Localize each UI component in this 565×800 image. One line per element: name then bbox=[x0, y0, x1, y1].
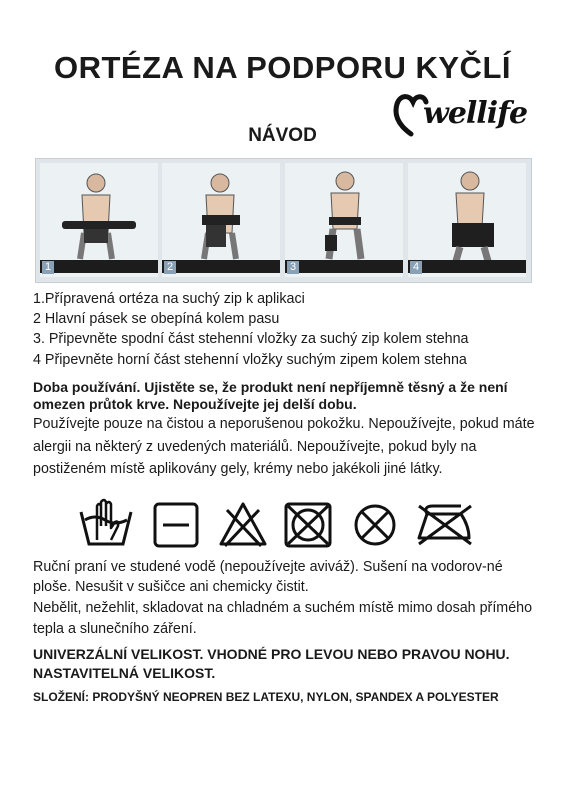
care-symbols bbox=[77, 498, 477, 550]
step-item: 3. Připevněte spodní část stehenní vložky za suchý zip kolem stehna bbox=[33, 331, 469, 348]
illustration-panel-1 bbox=[40, 163, 158, 277]
washing-instructions: Ruční praní ve studené vodě (nepoužívejte aviváž). Sušení na vodorov-né ploše. Nesušit v sušičce ani chemicky čistit. bbox=[33, 559, 503, 595]
no-tumble-dry-icon bbox=[282, 498, 334, 550]
step-item: 2 Hlavní pásek se obepíná kolem pasu bbox=[33, 311, 280, 328]
size-info: UNIVERZÁLNÍ VELIKOST. VHODNÉ PRO LEVOU NEBO PRAVOU NOHU. NASTAVITELNÁ VELIKOST. bbox=[33, 646, 510, 681]
hand-wash-icon bbox=[77, 498, 135, 550]
brand-name: wellife bbox=[423, 96, 528, 131]
step-number: 4 bbox=[410, 261, 422, 274]
illustration-panel-2 bbox=[162, 163, 280, 277]
steps-list bbox=[33, 289, 469, 370]
illustration-panel-4 bbox=[408, 163, 526, 277]
application-illustration bbox=[35, 158, 532, 283]
step-item: 4 Připevněte horní část stehenní vložky suchým zipem kolem stehna bbox=[33, 351, 467, 368]
no-bleach-icon bbox=[217, 498, 269, 550]
storage-instructions: Nebělit, nežehlit, skladovat na chladném a suchém místě mimo dosah přímého tepla a slunečního záření. bbox=[33, 600, 533, 637]
step-number: 2 bbox=[164, 261, 176, 274]
instructions-heading: NÁVOD bbox=[248, 125, 317, 146]
step-number: 3 bbox=[287, 261, 299, 274]
step-number: 1 bbox=[42, 261, 54, 274]
no-iron-icon bbox=[413, 498, 475, 550]
usage-text: Používejte pouze na čistou a neporušenou pokožku. Nepoužívejte, pokud máte alergii na některý z uvedených materiálů. Nepoužívejte, pokud byly na postiženém místě aplikovány gely, krémy nebo jakékoli jiné látky. bbox=[33, 416, 535, 477]
illustration-panel-3 bbox=[285, 163, 403, 277]
step-item: 1.Přípravená ortéza na suchý zip k aplikaci bbox=[33, 291, 305, 307]
no-dry-clean-icon bbox=[349, 498, 401, 550]
usage-warning: Doba používání. Ujistěte se, že produkt není nepříjemně těsný a že není omezen průtok krve. Nepoužívejte jej delší dobu. bbox=[33, 379, 508, 412]
page-title: ORTÉZA NA PODPORU KYČLÍ bbox=[54, 50, 511, 85]
dry-flat-icon bbox=[151, 498, 203, 550]
composition-info: SLOŽENÍ: PRODYŠNÝ NEOPREN BEZ LATEXU, NYLON, SPANDEX A POLYESTER bbox=[33, 690, 499, 704]
